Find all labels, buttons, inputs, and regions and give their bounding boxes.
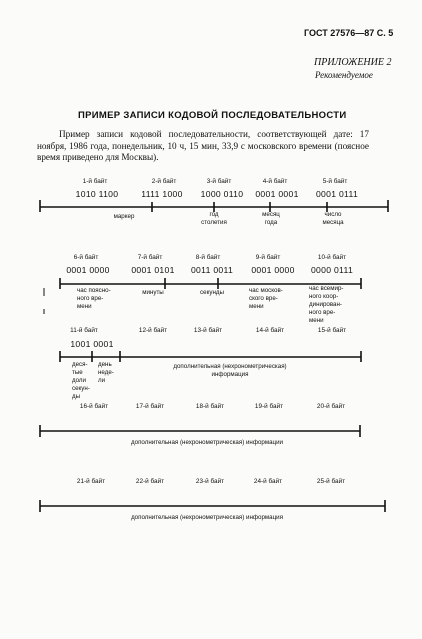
recommended-label: Рекомендуемое — [315, 70, 373, 80]
byte-label: 23-й байт — [195, 478, 225, 485]
byte-description: день неде- ли — [98, 361, 114, 384]
byte-label: 21-й байт — [76, 478, 106, 485]
byte-label: 13-й байт — [193, 327, 223, 334]
appendix-label: ПРИЛОЖЕНИЕ 2 — [314, 57, 392, 68]
byte-code: 0011 0011 — [190, 265, 234, 275]
example-paragraph: Пример записи кодовой последовательности, соответствующей дате: 17 ноября, 1986 года, понедельник, 10 ч, 15 мин, 33,9 с московского времени (поясное время приведено для Москвы). — [37, 129, 369, 162]
byte-label: 24-й байт — [253, 478, 283, 485]
byte-description: маркер — [113, 213, 135, 220]
byte-label: 25-й байт — [316, 478, 346, 485]
byte-label: 6-й байт — [73, 254, 99, 261]
byte-code: 0001 0000 — [66, 265, 110, 275]
byte-description: месяц года — [262, 211, 280, 226]
byte-label: 19-й байт — [254, 403, 284, 410]
byte-label: 17-й байт — [135, 403, 165, 410]
byte-description: дополнительная (нехронометрическая) информации — [131, 439, 283, 446]
byte-code: 0001 0001 — [255, 189, 299, 199]
byte-code: 1000 0110 — [200, 189, 244, 199]
byte-label: 11-й байт — [70, 327, 98, 334]
byte-label: 10-й байт — [317, 254, 347, 261]
byte-code: 0000 0111 — [310, 265, 354, 275]
byte-label: 4-й байт — [262, 178, 288, 185]
byte-description: дополнительная (нехронометрическая) информация — [131, 514, 283, 521]
byte-label: 12-й байт — [138, 327, 168, 334]
byte-description: час поясно- ного вре- мени — [77, 287, 111, 310]
byte-code: 1010 1100 — [75, 189, 119, 199]
byte-label: 8-й байт — [195, 254, 221, 261]
byte-label: 1-й байт — [82, 178, 108, 185]
page-header-gost: ГОСТ 27576—87 С. 5 — [304, 28, 394, 38]
byte-label: 22-й байт — [135, 478, 165, 485]
byte-code: 1001 0001 — [70, 339, 114, 349]
byte-label: 7-й байт — [137, 254, 163, 261]
byte-label: 9-й байт — [255, 254, 281, 261]
byte-description: деся- тые доли секун- ды — [72, 361, 90, 400]
byte-label: 3-й байт — [206, 178, 232, 185]
byte-description: час всемир- ного коор- динирован- ного вре- мени — [309, 285, 344, 324]
page-title: ПРИМЕР ЗАПИСИ КОДОВОЙ ПОСЛЕДОВАТЕЛЬНОСТИ — [78, 110, 347, 121]
byte-code: 0001 0000 — [251, 265, 295, 275]
byte-label: 5-й байт — [322, 178, 348, 185]
byte-description: год столетия — [201, 211, 227, 226]
byte-description: минуты — [142, 289, 164, 296]
byte-code: 0001 0111 — [315, 189, 359, 199]
byte-code: 1111 1000 — [141, 189, 183, 199]
byte-description: число месяца — [322, 211, 344, 226]
byte-label: 20-й байт — [316, 403, 346, 410]
byte-label: 14-й байт — [255, 327, 285, 334]
byte-description: секунды — [200, 289, 224, 296]
byte-label: 18-й байт — [195, 403, 225, 410]
byte-label: 16-й байт — [79, 403, 109, 410]
byte-description: час москов- ского вре- мени — [249, 287, 283, 310]
byte-description: дополнительная (нехронометрическая) информация — [173, 363, 287, 378]
byte-label: 15-й байт — [317, 327, 347, 334]
byte-label: 2-й байт — [151, 178, 177, 185]
byte-code: 0001 0101 — [131, 265, 175, 275]
